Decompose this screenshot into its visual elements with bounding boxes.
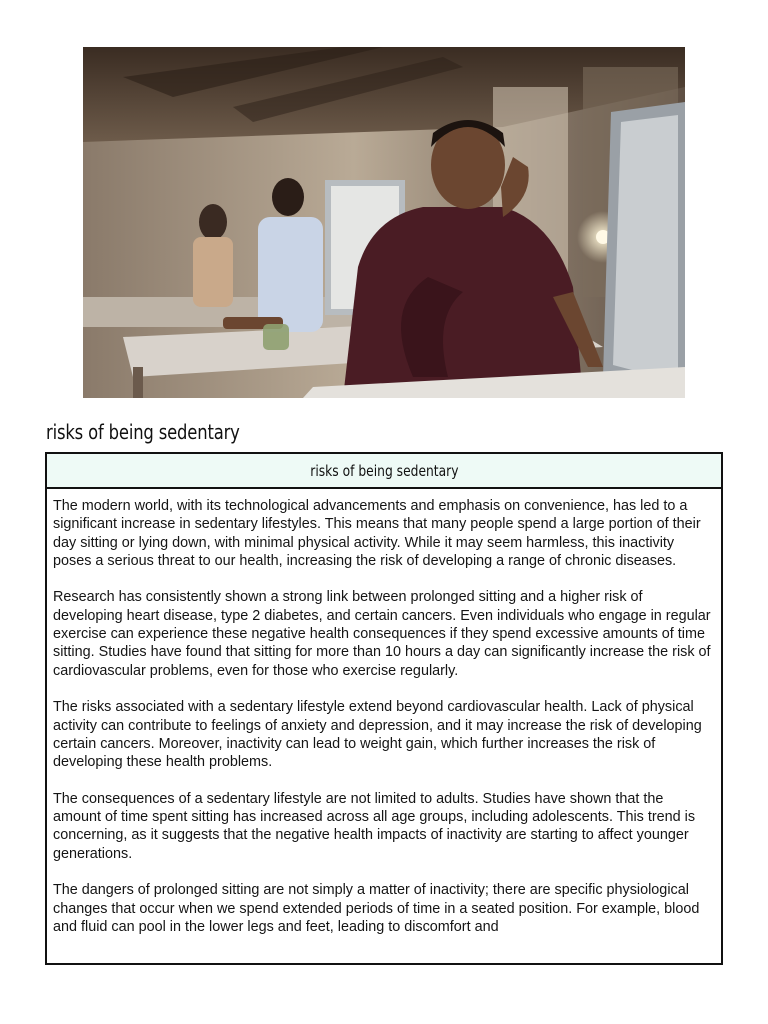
paragraph-1: The modern world, with its technological advancements and emphasis on convenience, has led to a significant increase in sedentary lifestyles. This means that many people spend a large portion of their day sitting or lying down, with minimal physical activity. While it may seem harmless, this inactivity poses a serious threat to our health, increasing the risk of developing a range of chronic diseases. <box>53 498 701 569</box>
paragraph-5: The dangers of prolonged sitting are not simply a matter of inactivity; there are specific physiological changes that occur when we spend extended periods of time in a seated position. For example, blood and fluid can pool in the lower legs and feet, leading to discomfort and <box>53 882 700 935</box>
content-card <box>45 452 723 965</box>
card-header-title: risks of being sedentary <box>309 461 459 480</box>
card-body <box>47 489 721 936</box>
hero-image <box>83 47 685 398</box>
office-photo-icon <box>83 47 685 398</box>
page-title: risks of being sedentary <box>46 420 240 444</box>
paragraph-3: The risks associated with a sedentary lifestyle extend beyond cardiovascular health. Lack of physical activity can contribute to feelings of anxiety and depression, and it may increase the risk of developing certain cancers. Moreover, inactivity can lead to weight gain, which further increases the risk of developing these health problems. <box>53 699 702 771</box>
paragraph-2: Research has consistently shown a strong link between prolonged sitting and a higher risk of developing heart disease, type 2 diabetes, and certain cancers. Even individuals who engage in regular exercise can experience these negative health consequences if they spend excessive amounts of time sitting. Studies have found that sitting for more than 10 hours a day can significantly increase the risk of cardiovascular problems, even for those who exercise regularly. <box>53 589 711 679</box>
paragraph-4: The consequences of a sedentary lifestyle are not limited to adults. Studies have shown that the amount of time spent sitting has increased across all age groups, including adolescents. This trend is concerning, as it suggests that the negative health impacts of inactivity are starting to affect younger generations. <box>53 790 696 862</box>
card-header <box>47 454 721 489</box>
